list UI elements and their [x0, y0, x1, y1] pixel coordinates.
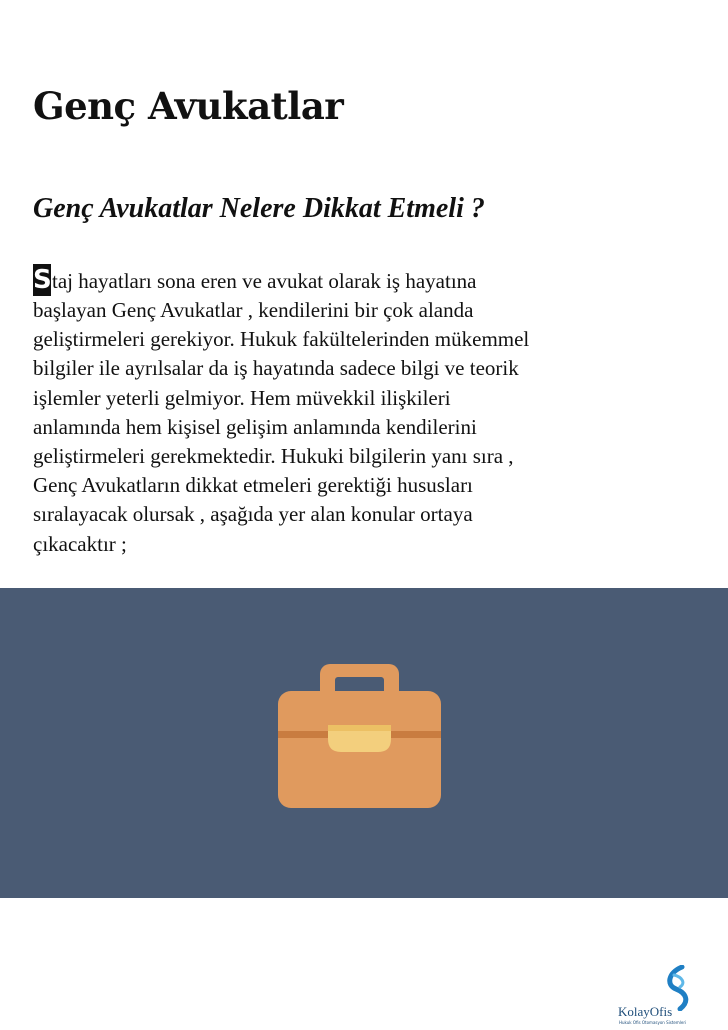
body-line: başlayan Genç Avukatlar , kendilerini bir çok alanda — [33, 298, 474, 322]
body-paragraph — [33, 264, 723, 559]
body-line: geliştirmeleri gerekiyor. Hukuk fakültelerinden mükemmel — [33, 327, 530, 352]
section-subtitle: Genç Avukatlar Nelere Dikkat Etmeli ? — [33, 193, 485, 224]
body-line: bilgiler ile ayrılsalar da iş hayatında sadece bilgi ve teorik — [33, 356, 519, 381]
body-line-text: taj hayatları sona eren ve avukat olarak iş hayatına — [52, 268, 477, 293]
body-line: geliştirmeleri gerekmektedir. Hukuki bilgilerin yanı sıra , — [33, 444, 514, 469]
briefcase-clasp-top — [328, 725, 391, 731]
logo-tagline: Hukuk Ofis Otomasyon Sistemleri — [619, 1020, 687, 1025]
body-line: sıralayacak olursak , aşağıda yer alan konular ortaya — [33, 502, 473, 527]
page-title: Genç Avukatlar — [33, 84, 344, 128]
kolayofis-logo — [618, 965, 698, 1025]
body-line: çıkacaktır ; — [33, 531, 127, 556]
logo-text: KolayOfis — [618, 1004, 673, 1019]
body-line — [33, 264, 723, 296]
body-line: anlamında hem kişisel gelişim anlamında kendilerini — [33, 414, 477, 439]
dropcap-letter: S — [33, 265, 52, 295]
briefcase-icon — [278, 662, 441, 808]
body-line: işlemler yeterli gelmiyor. Hem müvekkil ilişkileri — [33, 385, 451, 410]
body-line: Genç Avukatların dikkat etmeleri gerektiği hususları — [33, 473, 473, 498]
